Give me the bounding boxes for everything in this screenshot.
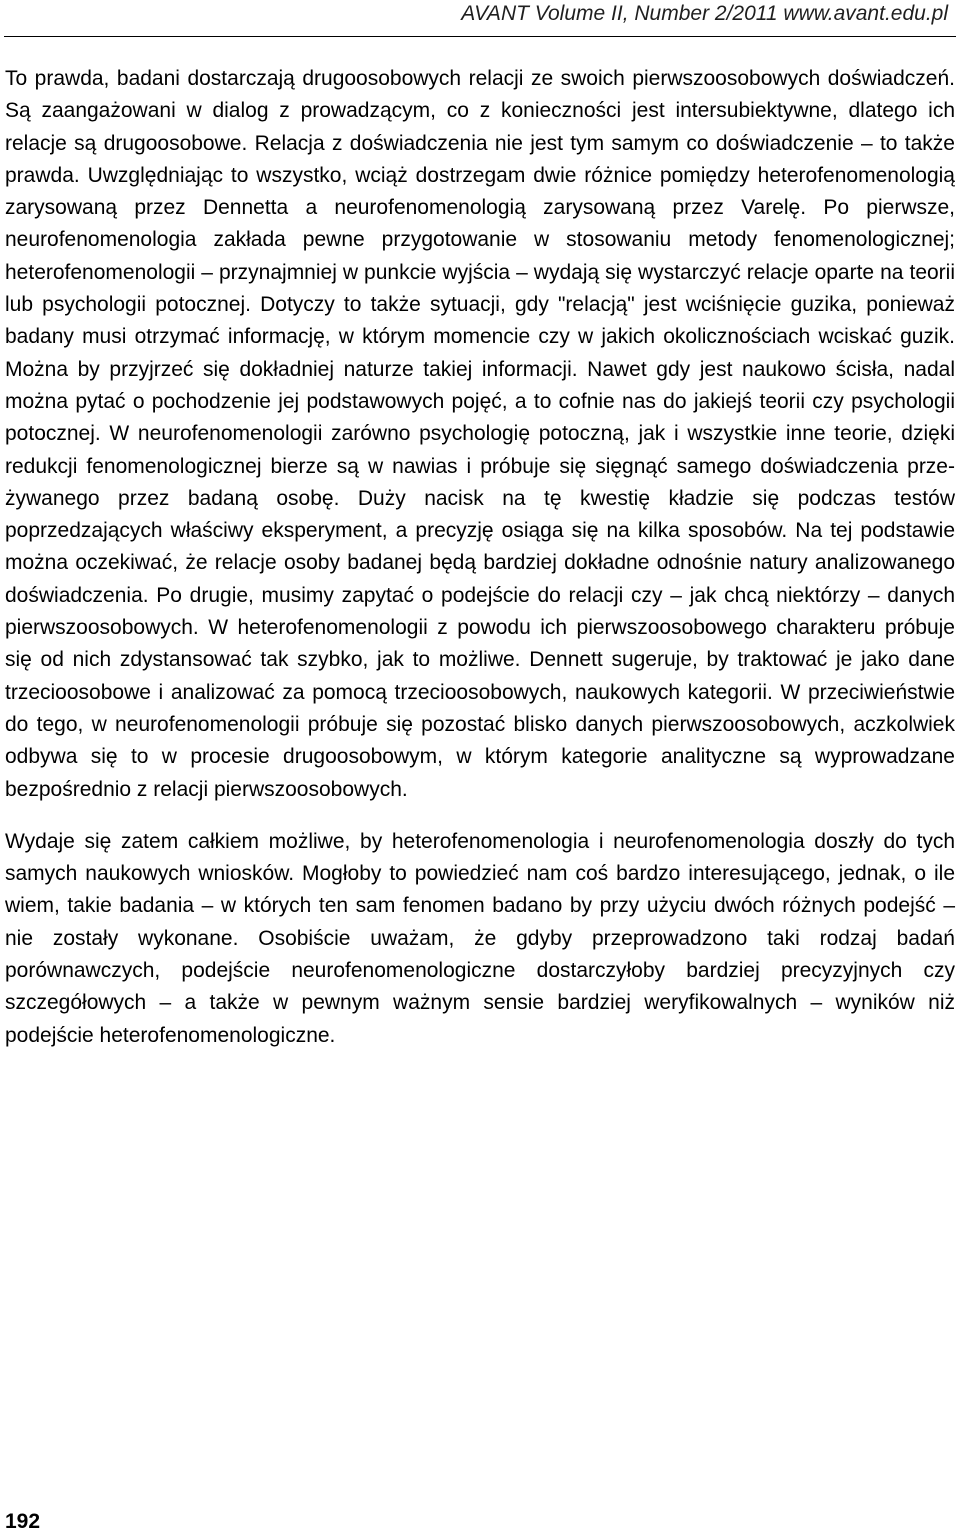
page-number: 192: [5, 1510, 41, 1533]
paragraph-2: Wydaje się zatem całkiem możliwe, by heterofenomenologia i neurofenomenologia doszły do tych samych naukowych wniosków. Mogłoby to powiedzieć nam coś bardzo interesującego, jednak, o ile wiem, takie badania – w których ten sam fenomen badano by przy użyciu dwóch różnych podejść – nie zostały wykonane. Osobiście uważam, że gdyby przeprowadzono taki rodzaj badań porównawczych, podejście neurofenomenologiczne dostarczyłoby bardziej precyzyjnych czy szczegółowych – a także w pewnym ważnym sensie bardziej weryfikowalnych – wyników niż podejście heterofenomenologiczne.: [5, 829, 955, 1047]
paragraph-1: To prawda, badani dostarczają drugoosobowych relacji ze swoich pierwszoosobowych doświadczeń. Są zaangażowani w dialog z prowadzącym, co z konieczności jest intersubiektywne, dlatego ich relacje są drugoosobowe. Relacja z doświadczenia nie jest tym samym co doświadczenie – to także prawda. Uwzględniając to wszystko, wciąż dostrzegam dwie różnice pomiędzy heterofenomenologią zarysowaną przez Dennetta a neurofenomenologią zarysowaną przez Varelę. Po pierwsze, neurofenomenologia zakłada pewne przygotowanie w stosowaniu metody fenomenologicznej; heterofenomenologii – przynajmniej w punkcie wyjścia – wydają się wystarczyć relacje oparte na teorii lub psychologii potocznej. Dotyczy to także sytuacji, gdy "relacją" jest wciśnięcie guzika, ponieważ badany musi otrzymać informację, w którym momencie czy w jakich okolicznościach wciskać guzik. Można by przyjrzeć się dokładniej naturze takiej informacji. Nawet gdy jest naukowo ścisła, nadal można pytać o pochodzenie jej podstawowych pojęć, a to cofnie nas do jakiejś teorii czy psychologii potocznej. W neurofenomenologii zarówno psychologię potoczną, jak i wszystkie inne teorie, dzięki redukcji fenomenologicznej bierze są w nawias i próbuje się sięgnąć samego doświadczenia przeżywanego przez badaną osobę. Duży nacisk na tę kwestię kładzie się podczas testów poprzedzających właściwy eksperyment, a precyzję osiąga się na kilka sposobów. Na tej podstawie można oczekiwać, że relacje osoby badanej będą bardziej dokładne odnośnie natury analizowanego doświadczenia. Po drugie, musimy zapytać o podejście do relacji czy – jak chcą niektórzy – danych pierwszoosobowych. W heterofenomenologii z powodu ich pierwszoosobowego charakteru próbuje się od nich zdystansować tak szybko, jak to możliwe. Dennett sugeruje, by traktować je jako dane trzecioosobowe i analizować za pomocą trzecioosobowych, naukowych kategorii. W przeciwieństwie do tego, w neurofenomenologii próbuje się pozostać blisko danych pierwszoosobowych, aczkolwiek odbywa się to w procesie drugoosobowym, w którym kategorie analityczne są wyprowadzane bezpośrednio z relacji pierwszoosobowych.: [5, 67, 955, 801]
journal-name: AVANT: [461, 2, 529, 25]
header-divider: [4, 36, 956, 37]
volume-info: Volume II, Number 2/2011 www.avant.edu.pl: [528, 2, 948, 25]
running-header: [0, 0, 948, 34]
article-body: [5, 63, 955, 1052]
